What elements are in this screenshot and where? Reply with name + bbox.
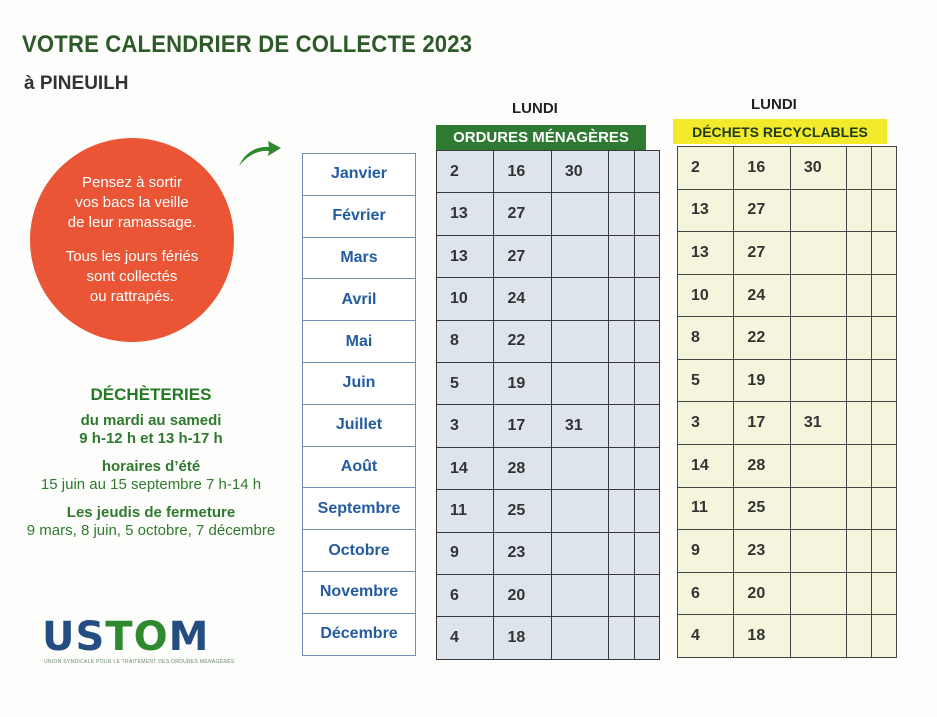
months-column xyxy=(302,153,416,656)
calendar-cell: 22 xyxy=(494,320,551,362)
calendar-cell xyxy=(609,151,634,193)
reminder-line: Tous les jours fériés xyxy=(65,248,199,265)
calendar-cell xyxy=(872,402,897,445)
calendar-row xyxy=(678,232,897,275)
page-title: VOTRE CALENDRIER DE COLLECTE 2023 xyxy=(22,31,473,58)
reminder-line: vos bacs la veille xyxy=(75,194,189,211)
calendar-cell xyxy=(847,572,872,615)
calendar-row xyxy=(437,532,660,574)
calendar-cell xyxy=(551,532,608,574)
calendar-row xyxy=(437,405,660,447)
closed-dates: 9 mars, 8 juin, 5 octobre, 7 décembre xyxy=(26,522,276,539)
calendar-cell xyxy=(847,615,872,658)
calendar-cell: 13 xyxy=(437,193,494,235)
calendar-cell: 19 xyxy=(734,359,790,402)
closed-label: Les jeudis de fermeture xyxy=(66,504,236,521)
ordures-calendar-grid xyxy=(436,150,660,660)
calendar-cell: 14 xyxy=(678,445,734,488)
calendar-cell xyxy=(609,447,634,489)
decheteries-info xyxy=(20,386,282,540)
calendar-cell xyxy=(790,445,846,488)
calendar-row xyxy=(437,235,660,277)
calendar-cell xyxy=(790,317,846,360)
calendar-cell xyxy=(634,575,659,617)
calendar-cell xyxy=(847,147,872,190)
month-label: Juin xyxy=(303,363,415,405)
calendar-cell xyxy=(847,530,872,573)
calendar-cell: 30 xyxy=(790,147,846,190)
calendar-row xyxy=(437,575,660,617)
month-label: Mai xyxy=(303,321,415,363)
calendar-row xyxy=(678,359,897,402)
reminder-line: sont collectés xyxy=(86,268,178,285)
calendar-cell xyxy=(551,363,608,405)
calendar-cell xyxy=(609,235,634,277)
calendar-cell xyxy=(872,487,897,530)
calendar-cell: 17 xyxy=(734,402,790,445)
calendar-cell: 20 xyxy=(494,575,551,617)
calendar-row xyxy=(437,193,660,235)
calendar-cell: 11 xyxy=(678,487,734,530)
calendar-cell xyxy=(634,532,659,574)
calendar-cell: 2 xyxy=(437,151,494,193)
month-label: Octobre xyxy=(303,530,415,572)
calendar-cell xyxy=(847,189,872,232)
logo-tagline: UNION SYNDICALE POUR LE TRAITEMENT DES ORDURES MÉNAGÈRES xyxy=(44,659,235,665)
logo-text: US xyxy=(42,614,106,660)
calendar-row xyxy=(678,615,897,658)
calendar-cell xyxy=(847,359,872,402)
calendar-cell xyxy=(847,402,872,445)
calendar-cell: 20 xyxy=(734,572,790,615)
calendar-cell xyxy=(551,617,608,660)
calendar-row xyxy=(437,490,660,532)
calendar-cell xyxy=(872,359,897,402)
calendar-row xyxy=(678,274,897,317)
calendar-cell xyxy=(790,530,846,573)
month-label: Mars xyxy=(303,238,415,280)
calendar-cell: 13 xyxy=(678,189,734,232)
calendar-cell: 13 xyxy=(678,232,734,275)
decheteries-heading: DÉCHÈTERIES xyxy=(90,385,212,404)
calendar-cell xyxy=(872,189,897,232)
calendar-cell: 3 xyxy=(437,405,494,447)
recyclables-day-label: LUNDI xyxy=(751,96,797,113)
ustom-logo xyxy=(42,614,209,660)
calendar-cell xyxy=(609,575,634,617)
calendar-cell xyxy=(872,232,897,275)
month-label: Avril xyxy=(303,279,415,321)
decheteries-days: du mardi au samedi xyxy=(80,412,222,429)
calendar-cell xyxy=(872,147,897,190)
calendar-cell: 27 xyxy=(494,235,551,277)
calendar-cell: 30 xyxy=(551,151,608,193)
calendar-cell xyxy=(551,235,608,277)
calendar-cell xyxy=(634,235,659,277)
calendar-cell xyxy=(551,447,608,489)
reminder-line: Pensez à sortir xyxy=(81,174,183,191)
calendar-cell: 23 xyxy=(734,530,790,573)
calendar-cell: 2 xyxy=(678,147,734,190)
calendar-cell xyxy=(609,193,634,235)
calendar-cell xyxy=(551,575,608,617)
calendar-cell: 4 xyxy=(678,615,734,658)
calendar-cell: 9 xyxy=(437,532,494,574)
calendar-cell: 6 xyxy=(437,575,494,617)
calendar-cell xyxy=(634,363,659,405)
calendar-cell xyxy=(609,617,634,660)
calendar-cell xyxy=(847,487,872,530)
calendar-cell xyxy=(551,490,608,532)
curved-arrow-icon xyxy=(237,138,283,168)
calendar-cell: 8 xyxy=(437,320,494,362)
calendar-cell xyxy=(790,487,846,530)
calendar-row xyxy=(678,530,897,573)
calendar-cell xyxy=(790,359,846,402)
calendar-cell xyxy=(551,278,608,320)
calendar-cell: 5 xyxy=(437,363,494,405)
calendar-row xyxy=(437,278,660,320)
calendar-row xyxy=(437,447,660,489)
logo-text: M xyxy=(168,614,210,660)
calendar-cell xyxy=(634,320,659,362)
calendar-cell: 18 xyxy=(494,617,551,660)
calendar-row xyxy=(437,363,660,405)
calendar-cell xyxy=(872,572,897,615)
calendar-cell xyxy=(634,151,659,193)
calendar-cell: 5 xyxy=(678,359,734,402)
calendar-row xyxy=(678,189,897,232)
calendar-cell: 28 xyxy=(494,447,551,489)
calendar-cell xyxy=(790,232,846,275)
calendar-cell xyxy=(609,405,634,447)
calendar-row xyxy=(437,320,660,362)
calendar-cell: 16 xyxy=(734,147,790,190)
page-subtitle: à PINEUILH xyxy=(24,73,129,94)
calendar-cell: 24 xyxy=(494,278,551,320)
calendar-row xyxy=(678,487,897,530)
month-label: Juillet xyxy=(303,405,415,447)
calendar-cell: 16 xyxy=(494,151,551,193)
calendar-cell: 11 xyxy=(437,490,494,532)
calendar-cell: 14 xyxy=(437,447,494,489)
calendar-cell: 31 xyxy=(551,405,608,447)
calendar-row xyxy=(678,445,897,488)
calendar-cell: 31 xyxy=(790,402,846,445)
month-label: Février xyxy=(303,196,415,238)
month-label: Septembre xyxy=(303,488,415,530)
calendar-cell xyxy=(847,445,872,488)
calendar-cell xyxy=(609,490,634,532)
calendar-cell: 27 xyxy=(734,232,790,275)
calendar-cell xyxy=(634,490,659,532)
calendar-cell: 19 xyxy=(494,363,551,405)
reminder-line: de leur ramassage. xyxy=(67,214,197,231)
calendar-cell: 27 xyxy=(734,189,790,232)
calendar-cell: 27 xyxy=(494,193,551,235)
calendar-cell: 24 xyxy=(734,274,790,317)
calendar-cell xyxy=(790,615,846,658)
calendar-cell xyxy=(872,615,897,658)
calendar-cell xyxy=(847,232,872,275)
month-label: Janvier xyxy=(303,154,415,196)
ordures-day-label: LUNDI xyxy=(512,100,558,117)
ordures-title: ORDURES MÉNAGÈRES xyxy=(436,125,646,150)
calendar-cell: 17 xyxy=(494,405,551,447)
calendar-cell xyxy=(609,532,634,574)
calendar-cell xyxy=(790,189,846,232)
calendar-cell xyxy=(872,445,897,488)
logo-text: TO xyxy=(105,614,169,660)
summer-label: horaires d’été xyxy=(101,458,201,475)
calendar-cell: 8 xyxy=(678,317,734,360)
calendar-cell xyxy=(634,617,659,660)
calendar-cell xyxy=(790,572,846,615)
calendar-cell: 13 xyxy=(437,235,494,277)
calendar-row xyxy=(678,402,897,445)
calendar-cell: 25 xyxy=(494,490,551,532)
calendar-cell xyxy=(634,405,659,447)
calendar-row xyxy=(437,617,660,660)
decheteries-hours: 9 h-12 h et 13 h-17 h xyxy=(79,430,223,447)
calendar-cell: 9 xyxy=(678,530,734,573)
recyclables-calendar-grid xyxy=(677,146,897,658)
calendar-row xyxy=(678,147,897,190)
calendar-cell xyxy=(551,193,608,235)
calendar-cell: 10 xyxy=(437,278,494,320)
calendar-row xyxy=(678,317,897,360)
calendar-cell: 25 xyxy=(734,487,790,530)
calendar-cell: 3 xyxy=(678,402,734,445)
calendar-cell xyxy=(790,274,846,317)
month-label: Novembre xyxy=(303,572,415,614)
calendar-cell xyxy=(847,274,872,317)
calendar-cell: 22 xyxy=(734,317,790,360)
calendar-cell xyxy=(634,278,659,320)
calendar-cell xyxy=(551,320,608,362)
calendar-cell: 18 xyxy=(734,615,790,658)
calendar-cell xyxy=(609,363,634,405)
calendar-cell xyxy=(634,193,659,235)
calendar-row xyxy=(678,572,897,615)
calendar-cell xyxy=(872,274,897,317)
calendar-row xyxy=(437,151,660,193)
calendar-cell: 6 xyxy=(678,572,734,615)
calendar-cell: 28 xyxy=(734,445,790,488)
calendar-cell: 23 xyxy=(494,532,551,574)
month-label: Août xyxy=(303,447,415,489)
summer-hours: 15 juin au 15 septembre 7 h-14 h xyxy=(40,476,262,493)
calendar-cell xyxy=(847,317,872,360)
calendar-cell xyxy=(634,447,659,489)
calendar-cell xyxy=(872,317,897,360)
calendar-cell xyxy=(609,320,634,362)
calendar-cell xyxy=(609,278,634,320)
calendar-cell: 4 xyxy=(437,617,494,660)
month-label: Décembre xyxy=(320,625,398,643)
calendar-cell: 10 xyxy=(678,274,734,317)
recyclables-title: DÉCHETS RECYCLABLES xyxy=(673,119,887,144)
reminder-circle xyxy=(30,138,234,342)
reminder-line: ou rattrapés. xyxy=(89,288,175,305)
calendar-cell xyxy=(872,530,897,573)
